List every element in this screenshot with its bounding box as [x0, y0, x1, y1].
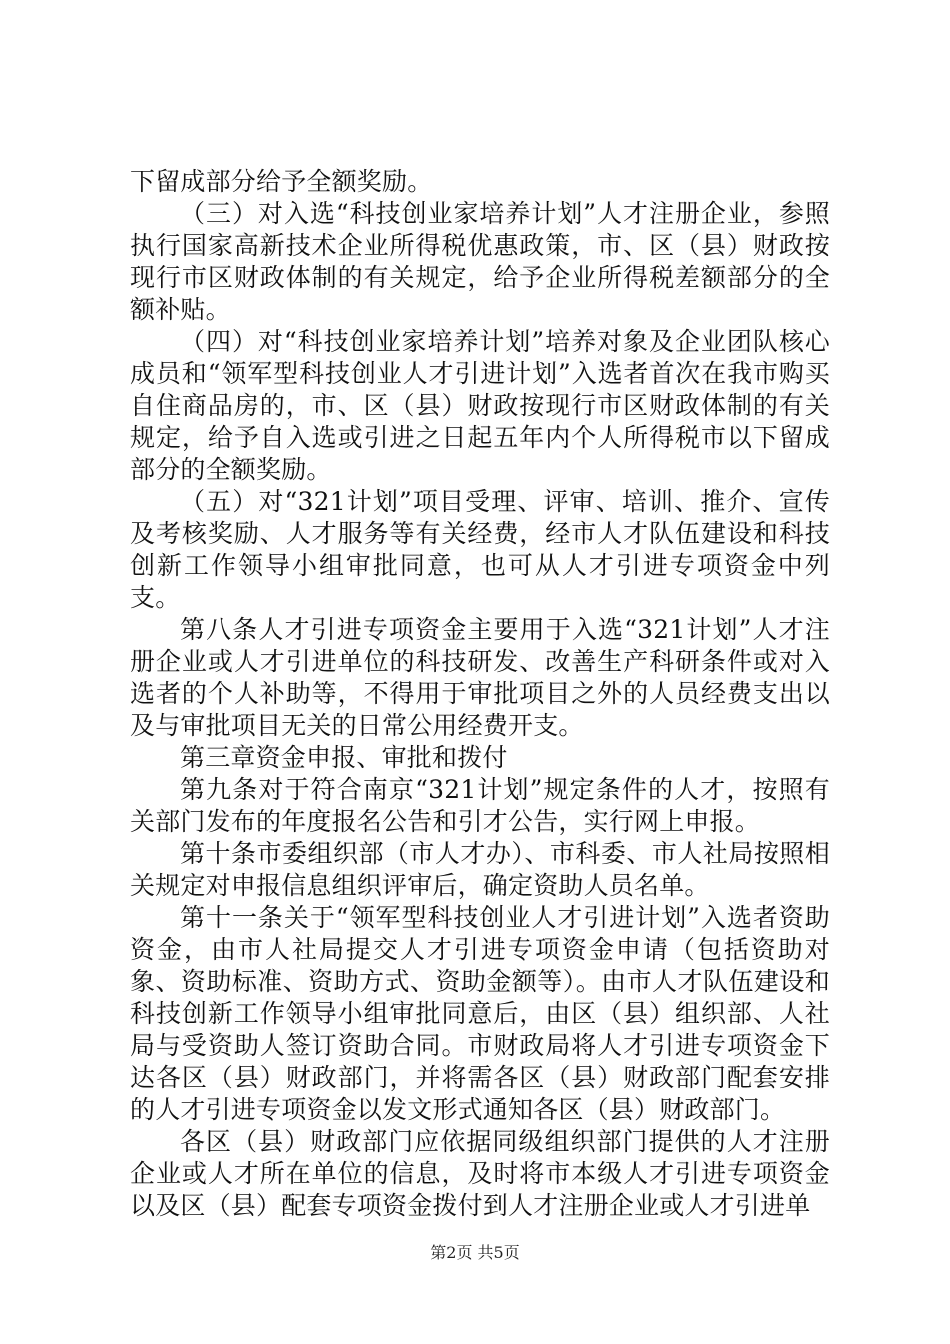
- page-number-footer: 第2页 共5页: [430, 1243, 520, 1262]
- paragraph-9: 第十一条关于“领军型科技创业人才引进计划”入选者资助资金，由市人社局提交人才引进专项资金申请（包括资助对象、资助标准、资助方式、资助金额等）。由市人才队伍建设和科技创新工作领导小组审批同意后，由区（县）组织部、人社局与受资助人签订资助合同。市财政局将人才引进专项资金下达各区（县）财政部门，并将需各区（县）财政部门配套安排的人才引进专项资金以发文形式通知各区（县）财政部门。: [130, 903, 830, 1124]
- paragraph-4: （五）对“321计划”项目受理、评审、培训、推介、宣传及考核奖励、人才服务等有关经费，经市人才队伍建设和科技创新工作领导小组审批同意，也可从人才引进专项资金中列支。: [130, 487, 830, 612]
- paragraph-8: 第十条市委组织部（市人才办）、市科委、市人社局按照相关规定对申报信息组织评审后，确定资助人员名单。: [130, 839, 830, 900]
- document-body: [130, 166, 830, 1222]
- paragraph-7: 第九条对于符合南京“321计划”规定条件的人才，按照有关部门发布的年度报名公告和引才公告，实行网上申报。: [130, 775, 830, 836]
- paragraph-3: （四）对“科技创业家培养计划”培养对象及企业团队核心成员和“领军型科技创业人才引进计划”入选者首次在我市购买自住商品房的，市、区（县）财政按现行市区财政体制的有关规定，给予自入选或引进之日起五年内个人所得税市以下留成部分的全额奖励。: [130, 327, 830, 484]
- paragraph-2: （三）对入选“科技创业家培养计划”人才注册企业，参照执行国家高新技术企业所得税优惠政策，市、区（县）财政按现行市区财政体制的有关规定，给予企业所得税差额部分的全额补贴。: [130, 199, 830, 324]
- paragraph-1: 下留成部分给予全额奖励。: [130, 167, 433, 196]
- paragraph-5: 第八条人才引进专项资金主要用于入选“321计划”人才注册企业或人才引进单位的科技研发、改善生产科研条件或对入选者的个人补助等，不得用于审批项目之外的人员经费支出以及与审批项目无关的日常公用经费开支。: [130, 615, 830, 740]
- chapter-heading: 第三章资金申报、审批和拨付: [180, 743, 508, 772]
- paragraph-10: 各区（县）财政部门应依据同级组织部门提供的人才注册企业或人才所在单位的信息，及时将市本级人才引进专项资金以及区（县）配套专项资金拨付到人才注册企业或人才引进单: [130, 1127, 830, 1220]
